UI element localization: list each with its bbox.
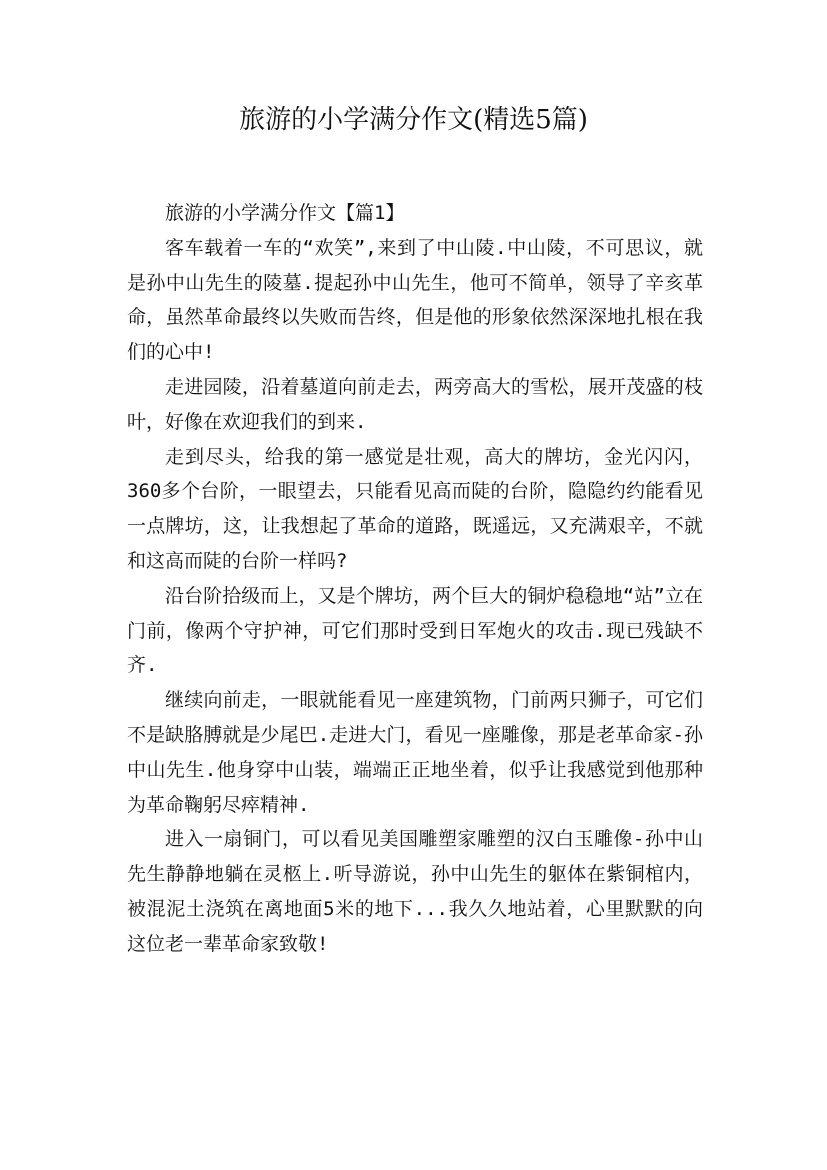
paragraph: 沿台阶拾级而上，又是个牌坊，两个巨大的铜炉稳稳地“站”立在门前，像两个守护神，可它们那时受到日军炮火的攻击.现已残缺不齐. <box>127 584 703 677</box>
paragraph: 客车载着一车的“欢笑”,来到了中山陵.中山陵，不可思议，就是孙中山先生的陵墓.提起孙中山先生，他可不简单，领导了辛亥革命，虽然革命最终以失败而告终，但是他的形象依然深深地扎根在我们的心中! <box>127 236 703 364</box>
paragraph: 走到尽头，给我的第一感觉是壮观，高大的牌坊，金光闪闪，360多个台阶，一眼望去，只能看见高而陡的台阶，隐隐约约能看见一点牌坊，这，让我想起了革命的道路，既遥远，又充满艰辛，不就和这高而陡的台阶一样吗? <box>127 445 703 572</box>
paragraph: 进入一扇铜门，可以看见美国雕塑家雕塑的汉白玉雕像-孙中山先生静静地躺在灵柩上.听导游说，孙中山先生的躯体在紫铜棺内，被混泥土浇筑在离地面5米的地下...我久久地站着，心里默默的向这位老一辈革命家致敬! <box>127 828 703 955</box>
document-body <box>127 196 703 962</box>
section-heading: 旅游的小学满分作文【篇1】 <box>165 202 405 224</box>
paragraph: 继续向前走，一眼就能看见一座建筑物，门前两只狮子，可它们不是缺胳膊就是少尾巴.走进大门，看见一座雕像，那是老革命家-孙中山先生.他身穿中山装，端端正正地坐着，似乎让我感觉到他那种为革命鞠躬尽瘁精神. <box>127 689 703 816</box>
document-title: 旅游的小学满分作文(精选5篇) <box>239 105 588 135</box>
paragraph: 走进园陵，沿着墓道向前走去，两旁高大的雪松，展开茂盛的枝叶，好像在欢迎我们的到来. <box>127 375 703 433</box>
